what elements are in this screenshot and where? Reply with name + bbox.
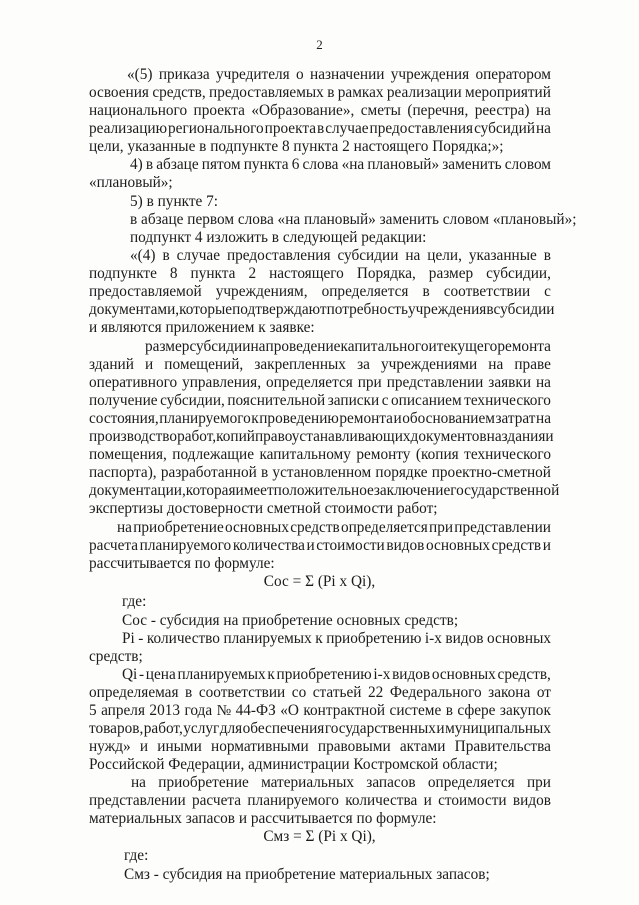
word: описанием (391, 392, 462, 409)
word: слова (302, 156, 339, 173)
word: предоставления (369, 120, 474, 137)
word: документами, (89, 301, 180, 318)
word: в (316, 120, 325, 137)
text-line (89, 374, 551, 391)
word: приобретению (326, 630, 422, 647)
word: учреждениям, (215, 283, 308, 300)
word: субсидий (474, 120, 536, 137)
word: потребность (326, 301, 408, 318)
text-line: и являются приложением к заявке: (89, 319, 315, 336)
word: реализации (386, 84, 462, 101)
word: видов (392, 666, 431, 683)
word: капитального (340, 338, 429, 355)
text-line: цели, указанные в подпункте 8 пункта 2 настоящего Порядка;»; (89, 138, 504, 155)
word: указанные (468, 247, 537, 264)
word: года (184, 702, 213, 719)
word: подлежащие (172, 446, 254, 463)
word: порядке (375, 464, 428, 481)
word: в (185, 684, 193, 701)
word: регионального (168, 120, 264, 137)
word: определяется (427, 774, 515, 791)
word: разработанной (160, 464, 257, 481)
word: статьей (312, 684, 362, 701)
word: мероприятий (465, 84, 551, 101)
word: заявки (488, 374, 532, 391)
word: иными (157, 738, 202, 755)
word: на (405, 247, 421, 264)
word: сфере (457, 702, 496, 719)
word: планируемого (139, 537, 232, 554)
word: Pi (122, 630, 135, 647)
word: пояснительной (227, 392, 326, 409)
word: системе (389, 702, 442, 719)
word: определяется (321, 283, 409, 300)
word: от (536, 684, 551, 701)
word: проектно-сметной (431, 464, 551, 481)
text-line (89, 410, 551, 427)
text-line (131, 774, 551, 791)
word: Порядка, (356, 265, 416, 282)
text-line (89, 84, 551, 101)
word: управления, (182, 374, 262, 391)
word: проведение (265, 338, 341, 355)
word: учредителя (216, 66, 290, 83)
word: средств, (497, 666, 551, 683)
word: проекта (264, 120, 316, 137)
word: на (131, 774, 146, 791)
text-line (117, 519, 551, 536)
word: технического (464, 446, 551, 463)
word: «(4) (130, 247, 156, 264)
word: на (535, 102, 551, 119)
word: записки (327, 392, 380, 409)
word: стоимости (316, 537, 385, 554)
word: документов (410, 428, 487, 445)
word: плановый» (367, 156, 440, 173)
word: на (117, 519, 132, 536)
word: видов (445, 630, 484, 647)
word: 5 (89, 702, 97, 719)
word: к (315, 630, 323, 647)
word: планируемого (159, 410, 251, 427)
text-line (122, 666, 551, 683)
text-line (89, 792, 551, 809)
word: предоставляемых (209, 84, 324, 101)
word: - (138, 630, 144, 647)
word: словом (504, 156, 551, 173)
word: планируемого (247, 792, 339, 809)
word: получение (89, 392, 158, 409)
word: назначении (310, 66, 385, 83)
word: учреждения (407, 301, 487, 318)
text-line: где: (122, 593, 147, 610)
word: субсидии, (160, 392, 225, 409)
word: цена (145, 666, 176, 683)
word: и (542, 537, 551, 554)
word: нормативными (211, 738, 309, 755)
text-line (89, 720, 551, 737)
word: приобретению (276, 666, 372, 683)
word: национального (89, 102, 188, 119)
text-line (89, 392, 551, 409)
word: i-х (373, 666, 391, 683)
word: 8 (169, 265, 178, 282)
word: представлении (89, 792, 186, 809)
text-line: 5) в пункте 7: (130, 193, 219, 210)
word: на (536, 410, 551, 427)
word: субсидии, (486, 265, 551, 282)
word: за (357, 356, 370, 373)
word: оперативного (89, 374, 178, 391)
word: случае (325, 120, 369, 137)
text-line (89, 356, 551, 373)
word: средств (290, 519, 340, 536)
word: определяемая (89, 684, 179, 701)
word: текущего (436, 338, 498, 355)
word: соответствии (443, 283, 531, 300)
word: 22 (368, 684, 384, 701)
word: о (296, 66, 304, 83)
word: рамках (337, 84, 384, 101)
word: представлении (386, 374, 484, 391)
word: проекта (193, 102, 245, 119)
text-line: средств; (89, 648, 143, 665)
word: приобретение (158, 774, 249, 791)
word: нужд» (89, 738, 131, 755)
text-line (89, 684, 551, 701)
word: приобретение (133, 519, 224, 536)
text-line: Сос - субсидия на приобретение основных средств; (122, 612, 459, 629)
word: заключение (373, 482, 451, 499)
word: количества (232, 537, 305, 554)
word: соответствии (198, 684, 286, 701)
word: ремонта (497, 338, 551, 355)
text-line: Смз = Σ (Pi x Qi), (263, 828, 376, 845)
word: и (545, 428, 554, 445)
text-line (89, 265, 551, 282)
word: материальных (261, 774, 355, 791)
word: реализацию (89, 120, 168, 137)
word: абзаце (156, 156, 199, 173)
text-line: «плановый»; (89, 174, 173, 191)
text-line (89, 301, 555, 318)
word: предоставления (226, 247, 331, 264)
word: на (250, 338, 266, 355)
word: освоения (89, 84, 149, 101)
word: затрат (495, 410, 536, 427)
text-line (130, 247, 551, 264)
word: обоснованием (402, 410, 495, 427)
word: закрепленных (254, 356, 346, 373)
word: субсидии (337, 247, 399, 264)
word: проведению (259, 410, 339, 427)
word: подтверждают (232, 301, 327, 318)
word: определяется (340, 519, 428, 536)
word: товаров, (89, 720, 144, 737)
word: в (486, 301, 494, 318)
word: в (422, 283, 430, 300)
word: контрактной (303, 702, 386, 719)
word: на (486, 428, 502, 445)
word: правовыми (317, 738, 391, 755)
text-line (89, 446, 551, 463)
word: обеспечения (242, 720, 325, 737)
word: количества (345, 792, 418, 809)
word: предоставляемой (89, 283, 202, 300)
word: в (445, 702, 453, 719)
word: праве (514, 356, 551, 373)
word: средств, (152, 84, 206, 101)
word: «на (341, 156, 365, 173)
word: пункта (190, 265, 236, 282)
word: 2 (248, 265, 257, 282)
word: государственной (450, 482, 560, 499)
text-line (145, 338, 551, 355)
word: государственных (324, 720, 436, 737)
word: состояния, (89, 410, 159, 427)
word: и (428, 338, 437, 355)
word: которая (185, 482, 236, 499)
word: в (327, 84, 335, 101)
word: (копия (415, 446, 459, 463)
word: при (526, 774, 551, 791)
word: Федерального (389, 684, 482, 701)
word: документации, (89, 482, 186, 499)
text-line (130, 156, 551, 173)
word: стоимости (438, 792, 507, 809)
word: 2013 (149, 702, 181, 719)
text-line: Российской Федерации, администрации Костромской области; (89, 756, 498, 773)
word: ремонта (339, 410, 393, 427)
word: при (357, 374, 382, 391)
word: учреждения (390, 66, 470, 83)
word: работ, (177, 428, 217, 445)
text-line (89, 428, 554, 445)
word: запасов (366, 774, 416, 791)
word: в (261, 464, 269, 481)
word: i-х (424, 630, 442, 647)
word: «О (280, 702, 299, 719)
text-line: экспертизы достоверности сметной стоимости работ; (89, 500, 438, 517)
word: капитальному (259, 446, 351, 463)
word: закупок (499, 702, 551, 719)
text-line (89, 464, 551, 481)
word: для (219, 720, 243, 737)
text-line (89, 120, 551, 137)
word: приказа (158, 66, 210, 83)
word: цели, (427, 247, 462, 264)
word: услуг (183, 720, 220, 737)
word: подпункте (89, 265, 157, 282)
word: основных (431, 666, 496, 683)
word: представлении (454, 519, 551, 536)
text-line (89, 283, 551, 300)
word: - (139, 666, 145, 683)
word: на (536, 120, 551, 137)
text-line (89, 102, 551, 119)
word: субсидии (189, 338, 251, 355)
word: количество (146, 630, 220, 647)
word: помещений, (164, 356, 244, 373)
word: средств (491, 537, 542, 554)
text-line (127, 66, 551, 83)
word: сметы (360, 102, 401, 119)
word: реестра) (474, 102, 530, 119)
word: с (544, 283, 551, 300)
word: работ, (143, 720, 183, 737)
word: планируемых (223, 630, 312, 647)
word: Qi (122, 666, 138, 683)
word: и (393, 410, 402, 427)
word: основных (224, 519, 289, 536)
text-line (89, 738, 551, 755)
word: видов (386, 537, 425, 554)
word: установленном (272, 464, 372, 481)
word: правоустанавливающих (254, 428, 411, 445)
word: муниципальных (445, 720, 551, 737)
text-line: Смз - субсидия на приобретение материальных запасов; (124, 866, 490, 883)
word: имеет (235, 482, 274, 499)
word: 4) (130, 156, 143, 173)
word: «(5) (127, 66, 153, 83)
word: технического (464, 392, 551, 409)
word: к (251, 410, 259, 427)
word: и (139, 738, 149, 755)
word: которые (179, 301, 233, 318)
word: положительное (273, 482, 374, 499)
word: учреждениями (381, 356, 478, 373)
word: расчета (89, 537, 139, 554)
word: планируемых (177, 666, 266, 683)
word: размер (145, 338, 190, 355)
word: и (145, 356, 154, 373)
word: расчета (191, 792, 242, 809)
word: копий (216, 428, 255, 445)
text-line: рассчитывается по формуле: (89, 555, 275, 572)
word: производство (89, 428, 178, 445)
text-line: Сос = Σ (Pi x Qi), (263, 573, 376, 590)
word: случае (176, 247, 220, 264)
word: заменить (442, 156, 502, 173)
text-line: в абзаце первом слова «на плановый» заменить словом «плановый»; (130, 211, 577, 228)
word: пятом (201, 156, 241, 173)
word: «Образование», (251, 102, 355, 119)
text-line: где: (124, 847, 149, 864)
word: и (423, 792, 432, 809)
text-line (89, 537, 551, 554)
word: на (535, 374, 551, 391)
word: субсидии (493, 301, 555, 318)
word: видов (512, 792, 551, 809)
word: основных (426, 537, 491, 554)
word: зданий (89, 356, 134, 373)
word: (перечня, (407, 102, 469, 119)
word: и (306, 537, 315, 554)
word: и (436, 720, 445, 737)
word: размер (428, 265, 474, 282)
word: помещения, (89, 446, 167, 463)
word: закона (488, 684, 531, 701)
word: определяется (265, 374, 353, 391)
text-line: подпункт 4 изложить в следующей редакции: (130, 229, 427, 246)
text-line (89, 702, 551, 719)
word: со (291, 684, 307, 701)
word: апреля (101, 702, 145, 719)
word: 44-ФЗ (235, 702, 276, 719)
word: настоящего (269, 265, 344, 282)
text-line (122, 630, 551, 647)
word: здания (501, 428, 546, 445)
word: при (429, 519, 454, 536)
word: пункта (243, 156, 289, 173)
page-number: 2 (316, 37, 323, 52)
word: в (145, 156, 154, 173)
word: актами (399, 738, 446, 755)
word: к (267, 666, 275, 683)
word: основных (487, 630, 551, 647)
text-line (89, 482, 560, 499)
word: № (216, 702, 232, 719)
word: оператором (475, 66, 551, 83)
word: в (162, 247, 170, 264)
word: в (543, 247, 551, 264)
word: паспорта), (89, 464, 157, 481)
text-line: материальных запасов и рассчитывается по формуле: (89, 810, 437, 827)
word: на (488, 356, 504, 373)
word: ремонту (356, 446, 411, 463)
word: Правительства (454, 738, 551, 755)
word: 6 (291, 156, 300, 173)
word: с (381, 392, 389, 409)
